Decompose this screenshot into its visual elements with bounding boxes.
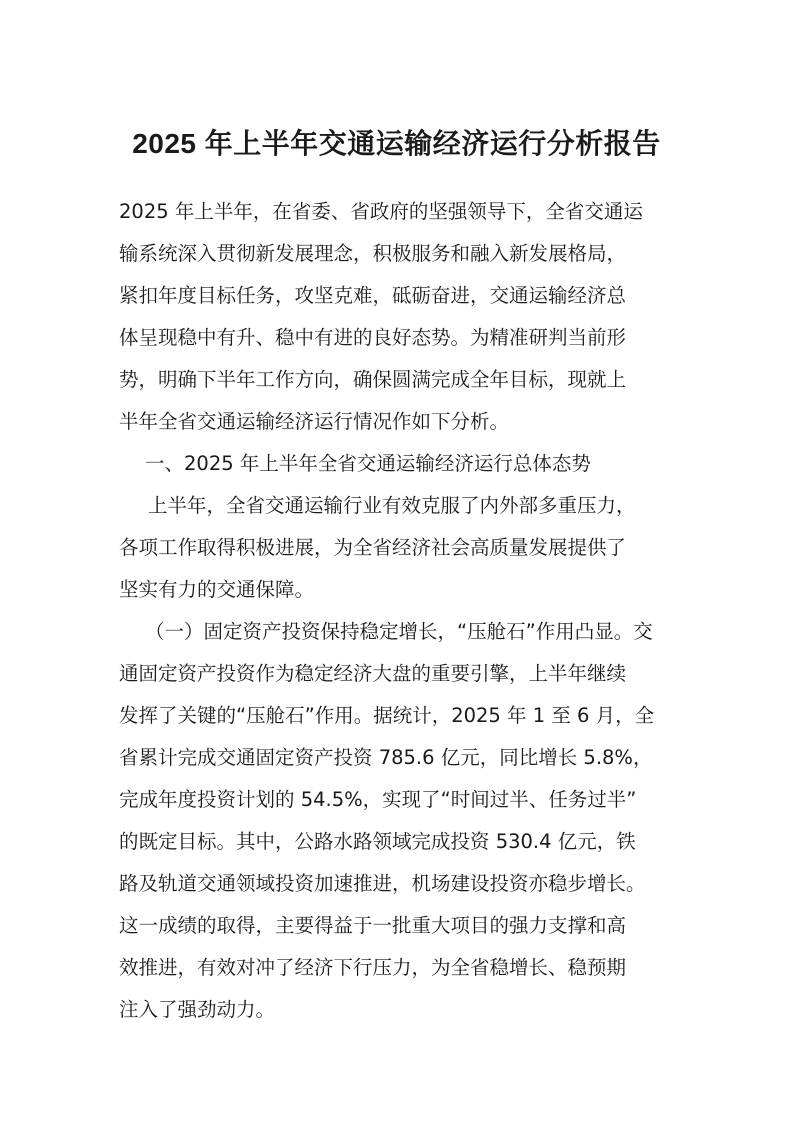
paragraph-line: 坚实有力的交通保障。 <box>119 578 315 601</box>
paragraph-line: 2025 年上半年，在省委、省政府的坚强领导下，全省交通运 <box>119 200 643 223</box>
paragraph-line: 通固定资产投资作为稳定经济大盘的重要引擎，上半年继续 <box>119 662 627 685</box>
paragraph-line: 势，明确下半年工作方向，确保圆满完成全年目标，现就上 <box>119 368 627 391</box>
paragraph-line: 的既定目标。其中，公路水路领域完成投资 530.4 亿元，铁 <box>119 830 636 853</box>
paragraph-line: 效推进，有效对冲了经济下行压力，为全省稳增长、稳预期 <box>119 956 627 979</box>
paragraph-line: 省累计完成交通固定资产投资 785.6 亿元，同比增长 5.8%， <box>119 746 653 769</box>
paragraph-line: 各项工作取得积极进展，为全省经济社会高质量发展提供了 <box>119 536 627 559</box>
subsection-line: （一）固定资产投资保持稳定增长，“压舱石”作用凸显。交 <box>145 620 653 643</box>
paragraph-line: 注入了强劲动力。 <box>119 998 276 1021</box>
paragraph-line: 发挥了关键的“压舱石”作用。据统计，2025 年 1 至 6 月，全 <box>119 704 655 727</box>
paragraph-line: 紧扣年度目标任务，攻坚克难，砥砺奋进，交通运输经济总 <box>119 284 627 307</box>
paragraph-line: 这一成绩的取得，主要得益于一批重大项目的强力支撑和高 <box>119 914 627 937</box>
paragraph-line: 路及轨道交通领域投资加速推进，机场建设投资亦稳步增长。 <box>119 872 646 895</box>
section-heading: 一、2025 年上半年全省交通运输经济运行总体态势 <box>145 452 591 475</box>
paragraph-line: 体呈现稳中有升、稳中有进的良好态势。为精准研判当前形 <box>119 326 627 349</box>
document-title: 2025 年上半年交通运输经济运行分析报告 <box>132 128 661 159</box>
paragraph-line: 完成年度投资计划的 54.5%，实现了“时间过半、任务过半” <box>119 788 637 811</box>
paragraph-line: 上半年，全省交通运输行业有效克服了内外部多重压力， <box>148 494 636 517</box>
paragraph-line: 半年全省交通运输经济运行情况作如下分析。 <box>119 410 510 433</box>
paragraph-line: 输系统深入贯彻新发展理念，积极服务和融入新发展格局， <box>119 242 627 265</box>
